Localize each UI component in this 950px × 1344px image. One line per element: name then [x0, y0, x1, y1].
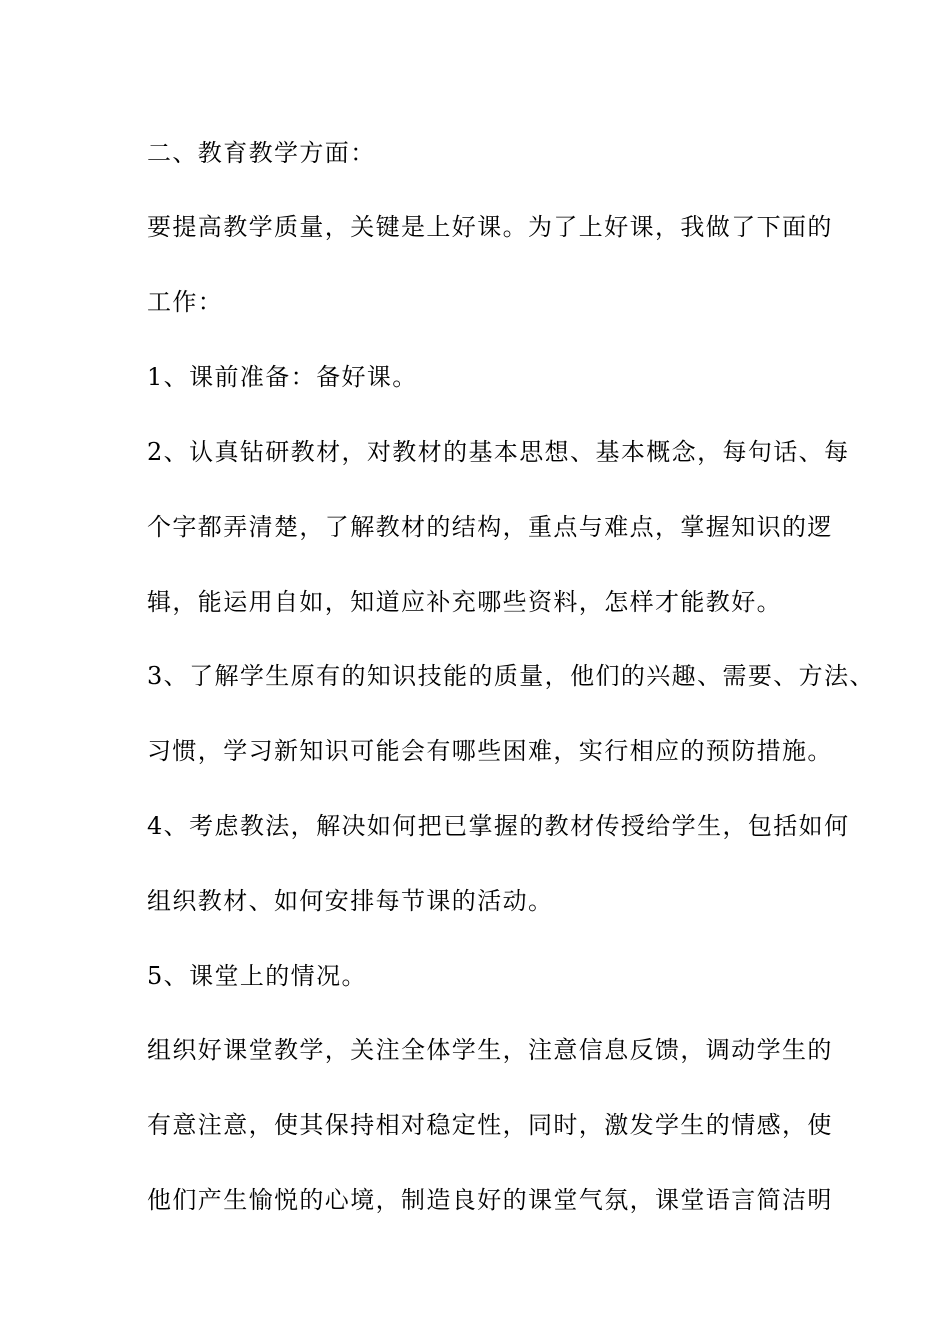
paragraph-line: 他们产生愉悦的心境，制造良好的课堂气氛，课堂语言简洁明 [147, 1186, 833, 1214]
list-item-3: 3、了解学生原有的知识技能的质量，他们的兴趣、需要、方法、 [147, 662, 875, 690]
section-heading: 二、教育教学方面： [147, 139, 376, 167]
paragraph-line: 要提高教学质量，关键是上好课。为了上好课，我做了下面的 [147, 213, 833, 241]
paragraph-line: 个字都弄清楚，了解教材的结构，重点与难点，掌握知识的逻 [147, 513, 833, 541]
list-item-4: 4、考虑教法，解决如何把已掌握的教材传授给学生，包括如何 [147, 812, 850, 840]
paragraph-line: 工作： [147, 288, 224, 316]
paragraph-line: 有意注意，使其保持相对稳定性，同时，激发学生的情感，使 [147, 1111, 833, 1139]
paragraph-line: 习惯，学习新知识可能会有哪些困难，实行相应的预防措施。 [147, 737, 833, 765]
list-item-2: 2、认真钻研教材，对教材的基本思想、基本概念，每句话、每 [147, 438, 850, 466]
paragraph-line: 组织好课堂教学，关注全体学生，注意信息反馈，调动学生的 [147, 1036, 833, 1064]
paragraph-line: 辑，能运用自如，知道应补充哪些资料，怎样才能教好。 [147, 588, 782, 616]
list-item-5: 5、课堂上的情况。 [147, 962, 367, 990]
list-item-1: 1、课前准备：备好课。 [147, 363, 418, 391]
paragraph-line: 组织教材、如何安排每节课的活动。 [147, 887, 554, 915]
